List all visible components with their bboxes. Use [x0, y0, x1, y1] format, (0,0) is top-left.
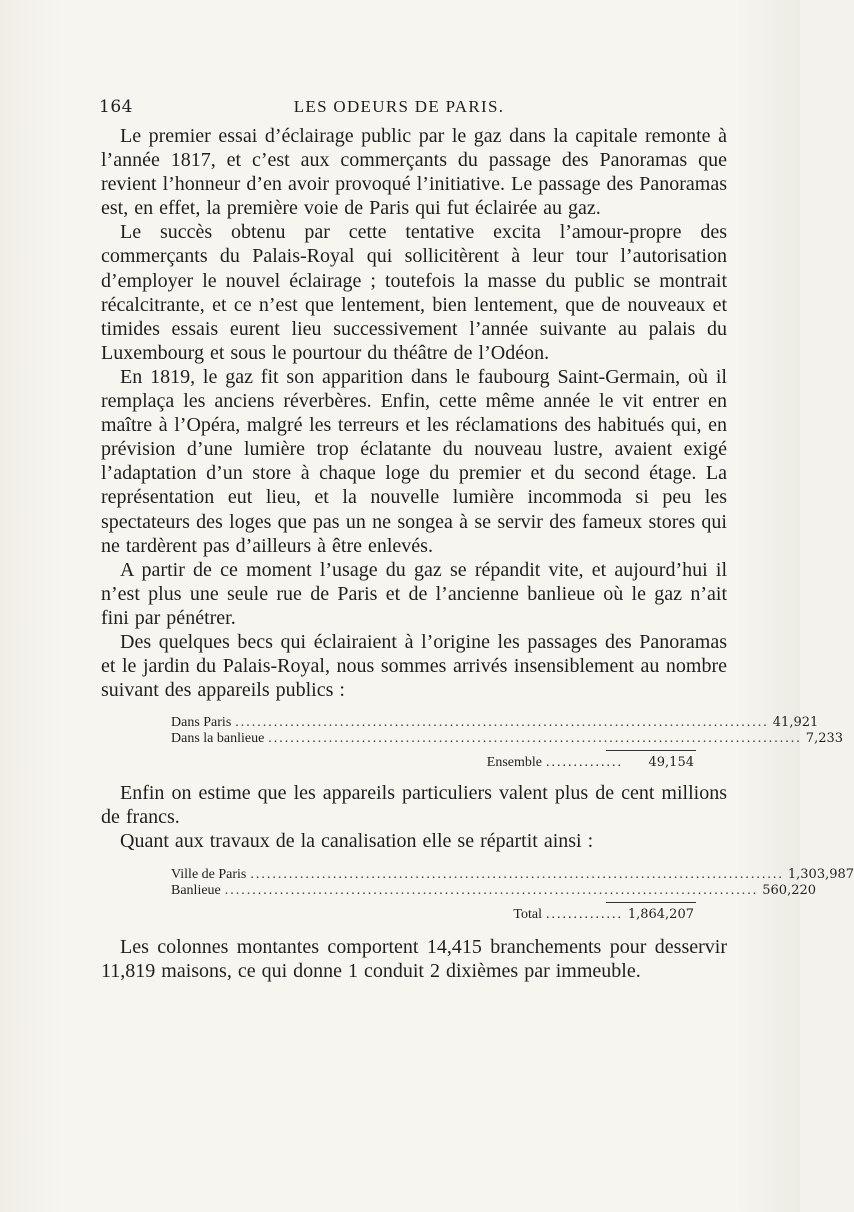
- row-label: Dans la banlieue: [171, 731, 265, 747]
- row-label: Ville de Paris: [171, 866, 247, 882]
- paragraph: Les colonnes montantes comportent 14,415 branchements pour desservir 11,819 maisons, ce qui donne 1 conduit 2 dixièmes par immeuble.: [101, 935, 727, 982]
- leader-dots: .................................................................................................: [268, 731, 802, 747]
- paragraph: Le succès obtenu par cette tentative excita l’amour-propre des commerçants du Palais-Royal qui sollicitèrent à leur tour l’autorisation d’employer le nouvel éclairage ; toutefois la masse du public se montrait récalcitrante, et ce n’est que lentement, bien lentement, que de nouveaux et timides essais eurent lieu successivement l’année suivante au palais du Luxembourg et sous le pourtour du théâtre de l’Odéon.: [101, 221, 727, 364]
- running-title: LES ODEURS DE PARIS.: [293, 97, 505, 116]
- table-row: [171, 882, 817, 899]
- total-rule: [606, 902, 696, 903]
- paragraph: Le premier essai d’éclairage public par le gaz dans la capitale remonte à l’année 1817, et c’est aux commerçants du passage des Panoramas que revient l’honneur d’en avoir provoqué l’initiative. Le passage des Panoramas est, en effet, la première voie de Paris qui fut éclairée au gaz.: [101, 125, 727, 220]
- total-label: Ensemble: [486, 755, 542, 771]
- total-value: 1,864,207: [627, 906, 694, 922]
- row-label: Dans Paris: [171, 715, 232, 731]
- total-row: [171, 905, 694, 925]
- leader-dots: .................................................................................................: [224, 882, 759, 898]
- table-row: [171, 731, 844, 747]
- page-number: 164: [99, 97, 133, 117]
- page-header: [99, 97, 699, 121]
- row-value: 1,303,987: [787, 866, 854, 882]
- leader-dots: .................................................................................................: [250, 866, 784, 882]
- leader-dots: ..............: [546, 755, 623, 771]
- total-value: 49,154: [648, 755, 694, 771]
- paragraph: Quant aux travaux de la canalisation elle se répartit ainsi :: [120, 830, 594, 853]
- row-value: 7,233: [805, 731, 844, 747]
- leader-dots: .................................................................................................: [235, 715, 769, 731]
- body-text: [101, 124, 854, 983]
- total-label: Total: [513, 906, 542, 922]
- paragraph: A partir de ce moment l’usage du gaz se répandit vite, et aujourd’hui il n’est plus une seule rue de Paris et de l’ancienne banlieue où le gaz n’ait fini par pénétrer.: [101, 558, 727, 629]
- leader-dots: ..............: [546, 906, 623, 922]
- row-label: Banlieue: [171, 882, 221, 898]
- total-row: [171, 753, 694, 773]
- table-row: [171, 715, 819, 731]
- total-rule: [606, 750, 696, 751]
- canalisation-table: [171, 866, 854, 925]
- paragraph: Des quelques becs qui éclairaient à l’origine les passages des Panoramas et le jardin du Palais-Royal, nous sommes arrivés insensiblement au nombre suivant des appareils publics :: [101, 630, 727, 702]
- row-value: 560,220: [762, 882, 817, 898]
- public-lighting-table: [171, 715, 844, 773]
- table-row: [171, 866, 854, 883]
- row-value: 41,921: [772, 715, 819, 731]
- paragraph: Enfin on estime que les appareils particuliers valent plus de cent millions de francs.: [101, 782, 727, 829]
- paragraph: En 1819, le gaz fit son apparition dans le faubourg Saint-Germain, où il remplaça les anciens réverbères. Enfin, cette même année le vit entrer en maître à l’Opéra, malgré les terreurs et les réclamations des habitués qui, en prévision d’une lumière trop éclatante du nouveau lustre, avaient exigé l’adaptation d’un store à chaque loge du premier et du second étage. La représentation eut lieu, et la nouvelle lumière incommoda si peu les spectateurs des loges que pas un ne songea à se servir des fameux stores qui ne tardèrent pas d’ailleurs à être enlevés.: [101, 365, 727, 557]
